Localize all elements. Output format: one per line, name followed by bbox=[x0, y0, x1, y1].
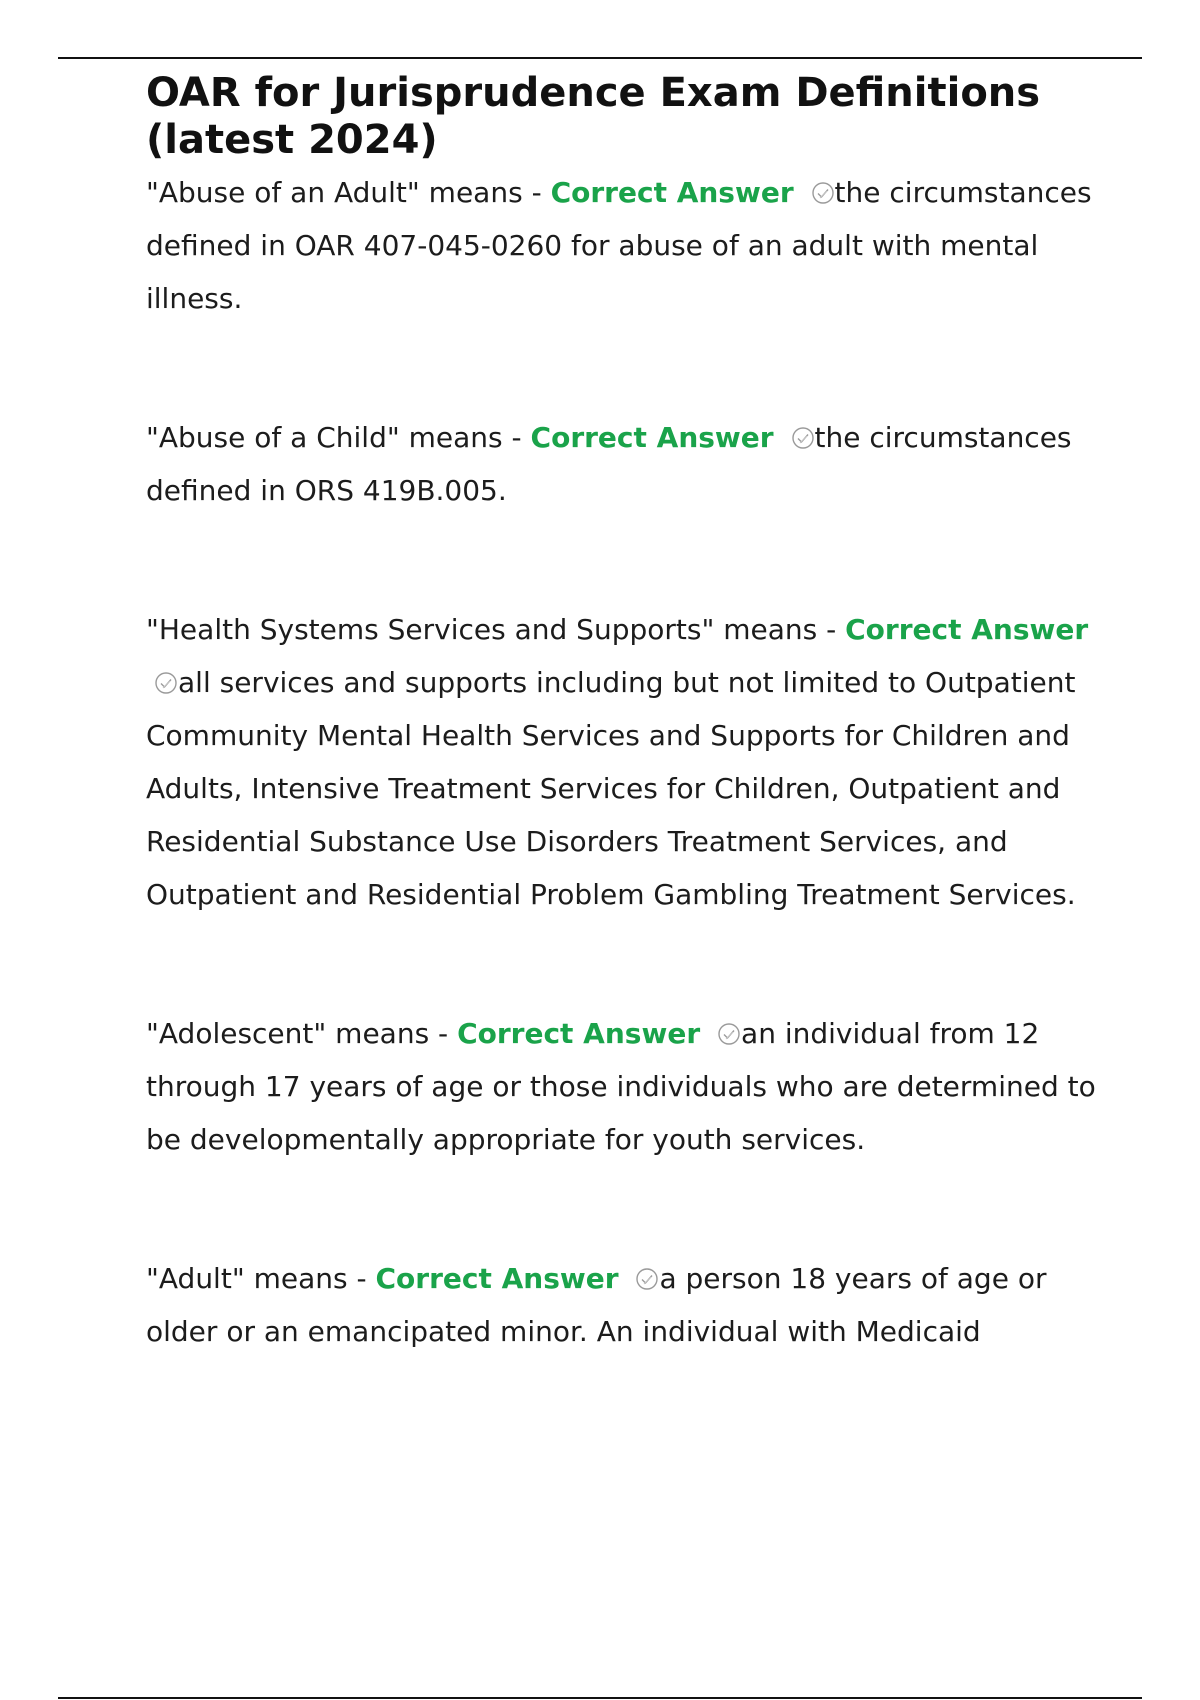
correct-answer-label: Correct Answer bbox=[375, 1262, 619, 1295]
entry-term: "Abuse of a Child" means - bbox=[146, 421, 531, 454]
entry-definition: the circumstances defined in ORS 419B.005. bbox=[146, 421, 1072, 507]
correct-answer-label: Correct Answer bbox=[457, 1017, 701, 1050]
definition-entry bbox=[146, 1007, 1096, 1166]
top-divider bbox=[58, 57, 1142, 59]
entry-definition: all services and supports including but not limited to Outpatient Community Mental Health Services and Supports for Children and Adults, Intensive Treatment Services for Children, Outpatient and Residential Substance Use Disorders Treatment Services, and Outpatient and Residential Problem Gambling Treatment Services. bbox=[146, 666, 1076, 911]
page-title: OAR for Jurisprudence Exam Definitions (latest 2024) bbox=[146, 70, 1041, 163]
entry-term: "Abuse of an Adult" means - bbox=[146, 176, 551, 209]
entry-definition: an individual from 12 through 17 years of age or those individuals who are determined to be developmentally appropriate for youth services. bbox=[146, 1017, 1096, 1156]
check-circle-icon bbox=[154, 671, 178, 695]
check-circle-icon bbox=[717, 1022, 741, 1046]
check-circle-icon bbox=[791, 426, 815, 450]
definition-entry bbox=[146, 166, 1096, 325]
document-body bbox=[146, 70, 1096, 1444]
check-circle-icon bbox=[635, 1267, 659, 1291]
check-circle-icon bbox=[811, 181, 835, 205]
correct-answer-label: Correct Answer bbox=[550, 176, 794, 209]
correct-answer-label: Correct Answer bbox=[530, 421, 774, 454]
definition-entry bbox=[146, 1252, 1096, 1358]
entry-definition: a person 18 years of age or older or an emancipated minor. An individual with Medicaid bbox=[146, 1262, 1047, 1348]
entry-term: "Health Systems Services and Supports" means - bbox=[146, 613, 846, 646]
definition-entry bbox=[146, 603, 1096, 921]
bottom-divider bbox=[58, 1697, 1142, 1699]
correct-answer-label: Correct Answer bbox=[845, 613, 1089, 646]
entry-term: "Adolescent" means - bbox=[146, 1017, 458, 1050]
entry-definition: the circumstances defined in OAR 407-045-0260 for abuse of an adult with mental illness. bbox=[146, 176, 1092, 315]
definition-entry bbox=[146, 411, 1096, 517]
entry-term: "Adult" means - bbox=[146, 1262, 376, 1295]
